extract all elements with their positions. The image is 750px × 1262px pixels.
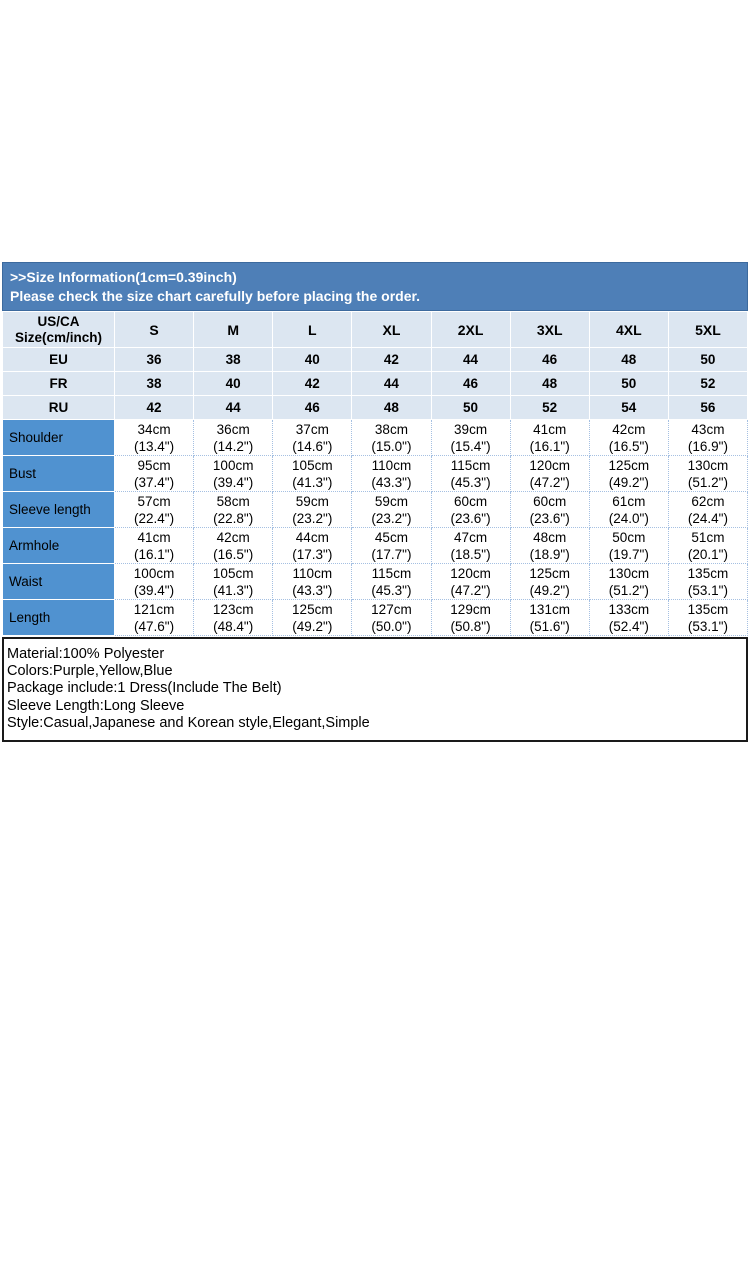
value-inch: (23.2") — [292, 510, 333, 526]
value-inch: (22.4") — [134, 510, 175, 526]
value-cm: 44cm — [295, 529, 329, 545]
measurement-row-bust — [3, 456, 748, 492]
value-cm: 41cm — [137, 529, 171, 545]
measurement-value-cell — [273, 420, 352, 456]
measurement-value-cell — [510, 492, 589, 528]
value-cm: 50cm — [612, 529, 646, 545]
measurement-value-cell — [273, 564, 352, 600]
measurement-value-cell — [668, 420, 747, 456]
value-cm: 121cm — [133, 601, 175, 617]
size-table-body — [3, 348, 748, 636]
value-cm: 127cm — [371, 601, 412, 617]
value-cm: 130cm — [687, 457, 729, 473]
detail-line-material: Material:100% Polyester — [7, 646, 165, 662]
value-inch: (50.8") — [450, 618, 491, 634]
value-inch: (15.4") — [450, 438, 491, 454]
corner-header-line1: US/CA — [37, 313, 80, 329]
corner-header — [3, 312, 115, 348]
corner-header-line2: Size(cm/inch) — [14, 329, 103, 345]
measurement-value-cell — [352, 528, 431, 564]
value-cm: 60cm — [454, 493, 488, 509]
detail-line-package: Package include:1 Dress(Include The Belt) — [7, 680, 282, 697]
size-value-cell: 36 — [115, 348, 194, 372]
value-inch: (43.3") — [292, 582, 333, 598]
measurement-value-cell — [510, 528, 589, 564]
measurement-value-cell — [194, 528, 273, 564]
column-header-3xl: 3XL — [510, 312, 589, 348]
value-cm: 135cm — [687, 565, 729, 581]
value-cm: 51cm — [691, 529, 725, 545]
value-cm: 39cm — [454, 421, 488, 437]
size-value-cell: 52 — [668, 372, 747, 396]
value-inch: (24.0") — [608, 510, 649, 526]
size-value-cell: 46 — [273, 396, 352, 420]
value-inch: (52.4") — [608, 618, 649, 634]
measurement-value-cell — [352, 456, 431, 492]
row-label: FR — [3, 372, 115, 396]
measurement-value-cell — [115, 492, 194, 528]
value-cm: 48cm — [533, 529, 567, 545]
column-header-xl: XL — [352, 312, 431, 348]
value-cm: 42cm — [612, 421, 646, 437]
value-cm: 60cm — [533, 493, 567, 509]
row-label: RU — [3, 396, 115, 420]
value-cm: 125cm — [292, 601, 333, 617]
value-inch: (47.6") — [134, 618, 175, 634]
size-row-ru — [3, 396, 748, 420]
size-info-banner — [2, 262, 748, 311]
measurement-value-cell — [589, 456, 668, 492]
row-label: Length — [3, 600, 115, 636]
value-cm: 123cm — [212, 601, 254, 617]
value-cm: 131cm — [529, 601, 570, 617]
value-inch: (18.5") — [450, 546, 491, 562]
value-cm: 95cm — [137, 457, 171, 473]
value-inch: (48.4") — [213, 618, 254, 634]
size-value-cell: 48 — [510, 372, 589, 396]
measurement-value-cell — [194, 456, 273, 492]
value-inch: (19.7") — [608, 546, 649, 562]
size-value-cell: 42 — [273, 372, 352, 396]
value-inch: (39.4") — [213, 474, 254, 490]
size-value-cell: 38 — [194, 348, 273, 372]
measurement-value-cell — [510, 564, 589, 600]
value-inch: (49.2") — [608, 474, 649, 490]
value-inch: (45.3") — [450, 474, 491, 490]
size-value-cell: 54 — [589, 396, 668, 420]
value-inch: (49.2") — [292, 618, 333, 634]
size-value-cell: 42 — [115, 396, 194, 420]
measurement-value-cell — [273, 456, 352, 492]
measurement-value-cell — [115, 600, 194, 636]
value-cm: 135cm — [687, 601, 729, 617]
value-inch: (43.3") — [371, 474, 412, 490]
value-cm: 129cm — [450, 601, 491, 617]
value-cm: 34cm — [137, 421, 171, 437]
size-info-title: >>Size Information(1cm=0.39inch) — [10, 269, 237, 285]
value-inch: (16.5") — [608, 438, 649, 454]
measurement-row-shoulder — [3, 420, 748, 456]
measurement-value-cell — [431, 600, 510, 636]
measurement-row-length — [3, 600, 748, 636]
value-inch: (49.2") — [529, 582, 570, 598]
value-inch: (41.3") — [213, 582, 254, 598]
measurement-value-cell — [510, 456, 589, 492]
value-cm: 58cm — [216, 493, 250, 509]
value-inch: (16.1") — [134, 546, 175, 562]
size-information-section — [2, 262, 748, 742]
size-value-cell: 48 — [589, 348, 668, 372]
value-inch: (47.2") — [450, 582, 491, 598]
row-label: Bust — [3, 456, 115, 492]
size-value-cell: 48 — [352, 396, 431, 420]
value-inch: (14.6") — [292, 438, 333, 454]
value-inch: (53.1") — [687, 582, 728, 598]
size-value-cell: 46 — [510, 348, 589, 372]
column-header-l: L — [273, 312, 352, 348]
column-header-2xl: 2XL — [431, 312, 510, 348]
value-cm: 125cm — [608, 457, 650, 473]
size-value-cell: 50 — [589, 372, 668, 396]
measurement-value-cell — [668, 456, 747, 492]
size-row-eu — [3, 348, 748, 372]
value-inch: (14.2") — [213, 438, 254, 454]
measurement-value-cell — [589, 420, 668, 456]
value-cm: 38cm — [374, 421, 408, 437]
column-header-row — [3, 312, 748, 348]
measurement-value-cell — [352, 600, 431, 636]
measurement-value-cell — [589, 492, 668, 528]
row-label: Armhole — [3, 528, 115, 564]
measurement-value-cell — [431, 456, 510, 492]
value-cm: 47cm — [454, 529, 488, 545]
measurement-row-armhole — [3, 528, 748, 564]
value-inch: (23.2") — [371, 510, 412, 526]
value-inch: (23.6") — [450, 510, 491, 526]
value-inch: (18.9") — [529, 546, 570, 562]
value-inch: (20.1") — [687, 546, 728, 562]
size-value-cell: 40 — [273, 348, 352, 372]
value-inch: (22.8") — [213, 510, 254, 526]
value-inch: (17.3") — [292, 546, 333, 562]
detail-line-style: Style:Casual,Japanese and Korean style,Elegant,Simple — [7, 714, 370, 731]
measurement-value-cell — [431, 564, 510, 600]
measurement-value-cell — [115, 456, 194, 492]
value-inch: (16.5") — [213, 546, 254, 562]
value-cm: 37cm — [295, 421, 329, 437]
detail-line-colors: Colors:Purple,Yellow,Blue — [7, 663, 173, 680]
measurement-value-cell — [668, 600, 747, 636]
size-value-cell: 42 — [352, 348, 431, 372]
size-info-subtitle: Please check the size chart carefully before placing the order. — [10, 288, 421, 304]
size-chart-table — [2, 311, 748, 636]
value-cm: 105cm — [292, 457, 333, 473]
value-cm: 59cm — [295, 493, 329, 509]
value-inch: (47.2") — [529, 474, 570, 490]
column-header-4xl: 4XL — [589, 312, 668, 348]
value-inch: (17.7") — [371, 546, 412, 562]
value-cm: 105cm — [212, 565, 254, 581]
value-inch: (53.1") — [687, 618, 728, 634]
value-cm: 130cm — [608, 565, 650, 581]
value-cm: 120cm — [529, 457, 570, 473]
row-label: Shoulder — [3, 420, 115, 456]
value-cm: 62cm — [691, 493, 725, 509]
measurement-value-cell — [194, 600, 273, 636]
value-cm: 133cm — [608, 601, 650, 617]
size-value-cell: 44 — [431, 348, 510, 372]
row-label: Sleeve length — [3, 492, 115, 528]
value-inch: (16.9") — [687, 438, 728, 454]
value-cm: 125cm — [529, 565, 570, 581]
size-value-cell: 52 — [510, 396, 589, 420]
value-cm: 36cm — [216, 421, 250, 437]
value-inch: (50.0") — [371, 618, 412, 634]
value-inch: (24.4") — [687, 510, 728, 526]
row-label: Waist — [3, 564, 115, 600]
value-cm: 110cm — [292, 565, 333, 581]
column-header-5xl: 5XL — [668, 312, 747, 348]
measurement-value-cell — [431, 492, 510, 528]
measurement-value-cell — [510, 600, 589, 636]
value-cm: 43cm — [691, 421, 725, 437]
measurement-value-cell — [589, 600, 668, 636]
value-cm: 45cm — [374, 529, 408, 545]
measurement-value-cell — [194, 564, 273, 600]
value-cm: 42cm — [216, 529, 250, 545]
value-cm: 61cm — [612, 493, 646, 509]
value-cm: 59cm — [374, 493, 408, 509]
measurement-value-cell — [431, 528, 510, 564]
value-cm: 100cm — [212, 457, 254, 473]
measurement-value-cell — [115, 420, 194, 456]
value-inch: (23.6") — [529, 510, 570, 526]
size-value-cell: 40 — [194, 372, 273, 396]
value-inch: (51.6") — [529, 618, 570, 634]
size-value-cell: 44 — [194, 396, 273, 420]
value-cm: 115cm — [450, 457, 491, 473]
measurement-value-cell — [668, 492, 747, 528]
value-cm: 110cm — [371, 457, 412, 473]
value-cm: 115cm — [371, 565, 412, 581]
value-inch: (41.3") — [292, 474, 333, 490]
measurement-value-cell — [273, 600, 352, 636]
value-cm: 120cm — [450, 565, 491, 581]
measurement-value-cell — [352, 564, 431, 600]
value-cm: 100cm — [133, 565, 175, 581]
product-details-box — [2, 637, 748, 742]
size-value-cell: 56 — [668, 396, 747, 420]
value-inch: (51.2") — [687, 474, 728, 490]
column-header-m: M — [194, 312, 273, 348]
measurement-value-cell — [194, 492, 273, 528]
value-inch: (13.4") — [134, 438, 175, 454]
measurement-value-cell — [431, 420, 510, 456]
measurement-value-cell — [510, 420, 589, 456]
measurement-value-cell — [668, 528, 747, 564]
size-value-cell: 46 — [431, 372, 510, 396]
value-inch: (37.4") — [134, 474, 175, 490]
size-row-fr — [3, 372, 748, 396]
size-value-cell: 50 — [668, 348, 747, 372]
measurement-row-waist — [3, 564, 748, 600]
measurement-value-cell — [589, 528, 668, 564]
measurement-value-cell — [194, 420, 273, 456]
measurement-value-cell — [352, 420, 431, 456]
value-cm: 57cm — [137, 493, 171, 509]
measurement-row-sleeve-length — [3, 492, 748, 528]
size-value-cell: 44 — [352, 372, 431, 396]
value-inch: (39.4") — [134, 582, 175, 598]
row-label: EU — [3, 348, 115, 372]
value-inch: (45.3") — [371, 582, 412, 598]
size-value-cell: 50 — [431, 396, 510, 420]
value-inch: (51.2") — [608, 582, 649, 598]
column-header-s: S — [115, 312, 194, 348]
measurement-value-cell — [668, 564, 747, 600]
measurement-value-cell — [273, 492, 352, 528]
size-value-cell: 38 — [115, 372, 194, 396]
value-cm: 41cm — [533, 421, 567, 437]
value-inch: (15.0") — [371, 438, 412, 454]
detail-line-sleeve: Sleeve Length:Long Sleeve — [7, 697, 185, 714]
measurement-value-cell — [589, 564, 668, 600]
measurement-value-cell — [352, 492, 431, 528]
value-inch: (16.1") — [529, 438, 570, 454]
measurement-value-cell — [115, 528, 194, 564]
measurement-value-cell — [273, 528, 352, 564]
measurement-value-cell — [115, 564, 194, 600]
